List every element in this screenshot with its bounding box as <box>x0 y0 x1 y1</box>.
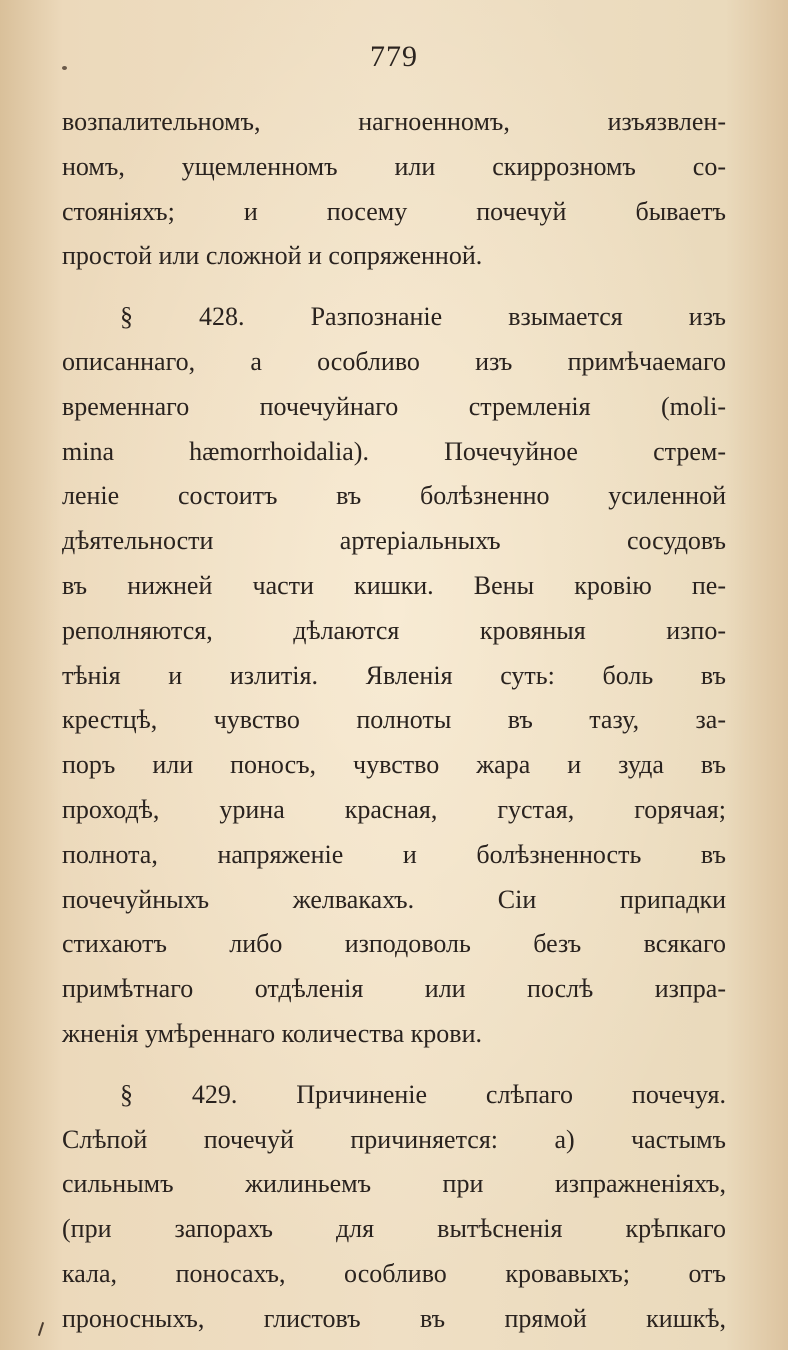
text-line: полнота, напряженіе и болѣзненность въ <box>62 839 726 869</box>
text-line: возпалительномъ, нагноенномъ, изъязвлен- <box>62 107 726 136</box>
text-line: проходѣ, урина красная, густая, горячая; <box>62 794 726 824</box>
text-line: почечуйныхъ желвакахъ. Сіи припадки <box>62 884 726 914</box>
page-number: 779 <box>370 40 418 73</box>
text-line: тѣнія и излитія. Явленія суть: боль въ <box>62 660 726 690</box>
ink-mark <box>38 1322 44 1336</box>
text-line: mina hæmorrhoidalia). Почечуйное стрем- <box>62 436 726 466</box>
section-429-heading-line: § 429. Причиненіе слѣпаго почечуя. <box>120 1079 726 1109</box>
text-line: сильнымъ жилиньемъ при изпражненіяхъ, <box>62 1169 726 1199</box>
text-line: проносныхъ, глистовъ въ прямой кишкѣ, <box>62 1303 726 1333</box>
text-line: дѣятельности артеріальныхъ сосудовъ <box>62 526 726 556</box>
text-line: стихаютъ либо изподоволь безъ всякаго <box>62 929 726 959</box>
text-line: поръ или поносъ, чувство жара и зуда въ <box>62 750 726 780</box>
text-line: временнаго почечуйнаго стремленія (moli- <box>62 391 726 421</box>
text-line: стояніяхъ; и посему почечуй бываетъ <box>62 196 726 226</box>
text-line: кала, поносахъ, особливо кровавыхъ; отъ <box>62 1258 726 1288</box>
text-line: жненія умѣреннаго количества крови. <box>62 1018 482 1048</box>
paragraph-gap <box>62 1057 726 1073</box>
text-line: леніе состоитъ въ болѣзненно усиленной <box>62 481 726 511</box>
paragraph-gap <box>62 279 726 295</box>
text-line: Слѣпой почечуй причиняется: а) частымъ <box>62 1124 726 1154</box>
text-line: простой или сложной и сопряженной. <box>62 241 483 271</box>
body-text <box>62 100 726 1342</box>
text-line: крестцѣ, чувство полноты въ тазу, за- <box>62 705 726 735</box>
text-line: примѣтнаго отдѣленія или послѣ изпра- <box>62 974 726 1004</box>
text-line: реполняются, дѣлаются кровяныя изпо- <box>62 615 726 645</box>
text-line: въ нижней части кишки. Вены кровію пе- <box>62 570 726 600</box>
text-line: описаннаго, а особливо изъ примѣчаемаго <box>62 346 726 376</box>
text-line: (при запорахъ для вытѣсненія крѣпкаго <box>62 1214 726 1244</box>
text-line: номъ, ущемленномъ или скиррозномъ со- <box>62 151 726 181</box>
section-428-heading-line: § 428. Разпознаніе взымается изъ <box>120 302 726 332</box>
